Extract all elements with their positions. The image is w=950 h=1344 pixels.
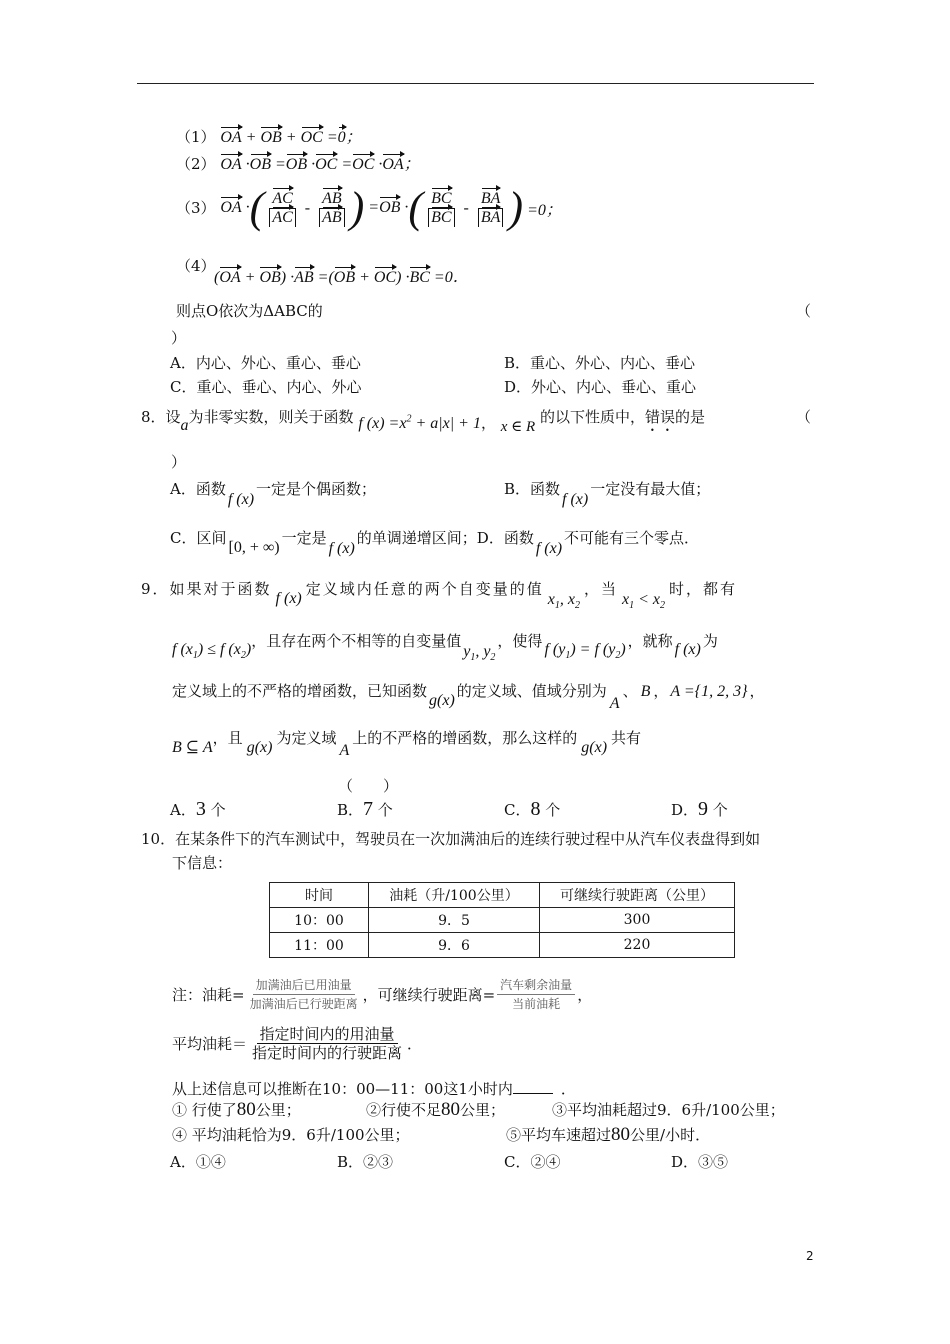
q7-cond-4-formula: (OA + OB) ·AB =(OB + OC) ·BC =0．: [214, 269, 469, 286]
table-row: [270, 933, 735, 958]
q9-set-a: A: [609, 695, 620, 712]
q9-option-c: [504, 798, 560, 821]
q7-option-c: C．重心、垂心、内心、外心: [170, 378, 362, 396]
q9-gx-1: g(x): [429, 692, 455, 709]
q10-avg-num: 指定时间内的用油量: [257, 1025, 398, 1044]
q9-option-d-value: 9: [698, 798, 709, 820]
q7-cond-4-label: （4）: [176, 257, 216, 275]
q9-gx-3: g(x): [581, 739, 608, 756]
q10-line-2: 下信息：: [172, 854, 233, 872]
q7-paren-close: ）: [171, 329, 187, 347]
q7-cond-3: [176, 183, 562, 232]
q9-x1-lt-x2: $x_1 < x_2$: [622, 591, 666, 612]
q10-note-frac-1-den: 加满油后已行驶距离: [249, 997, 358, 1011]
q10-avg-frac: [249, 1025, 405, 1062]
table-header-row: [270, 883, 735, 908]
q9-l2c: ，就称: [627, 632, 673, 650]
q9-fx-1: f (x): [275, 590, 302, 607]
q8-option-c-d: [170, 527, 700, 557]
q9-option-b: [337, 798, 393, 821]
q9-a-def: A ={1, 2, 3}: [670, 683, 748, 700]
q10-s2-lead: ②行使不足: [366, 1101, 442, 1119]
q10-avg: [172, 1025, 422, 1062]
q7-cond-1-label: （1）: [176, 128, 216, 146]
q8-option-c-text: 一定是: [281, 529, 327, 547]
q9-option-b-value: 7: [363, 798, 374, 820]
q9-option-c-value: 8: [530, 798, 541, 820]
page-number: 2: [806, 1249, 814, 1263]
q10-option-d: D．③⑤: [671, 1153, 729, 1171]
q8-text-1: 为非零实数，则关于函数: [188, 408, 354, 426]
q8-option-c-fx: f (x): [328, 540, 355, 557]
table-cell: 220: [540, 933, 735, 958]
q10-s1-lead: ① 行使了: [172, 1101, 237, 1119]
q9-line-2: [172, 630, 718, 664]
q7-cond-1-formula: OA + OB + OC =0；: [220, 129, 362, 146]
q7-option-b: B．重心、外心、内心、垂心: [504, 354, 696, 372]
q9-eq: f $(y_1) = f$ $(y_2)$: [544, 641, 626, 662]
q8-option-d-fx: f (x): [535, 540, 563, 557]
q9-l1d: 时，都有: [669, 580, 738, 598]
q9-l2d: 为: [702, 632, 718, 650]
q9-set-a-2: A: [339, 742, 350, 759]
q8-paren-open: （: [796, 408, 812, 426]
table-cell: 11：00: [270, 933, 369, 958]
q10-option-c: C．②④: [504, 1153, 561, 1171]
q9-l3b: 的定义域、值域分别为: [456, 682, 607, 700]
q10-note-frac-1: [247, 976, 361, 1013]
q9-option-a-value: 3: [195, 798, 206, 820]
q7-paren-open: （: [796, 302, 812, 320]
q9-l2b: ，使得: [497, 632, 543, 650]
q10-s1-unit: 公里；: [255, 1101, 301, 1119]
header-rule: [137, 83, 814, 84]
q10-line-1: 10．在某条件下的汽车测试中，驾驶员在一次加满油后的连续行驶过程中从汽车仪表盘得到如: [141, 830, 761, 848]
q8-option-a-lead: A．函数: [170, 480, 226, 498]
q10-s5-lead: ⑤平均车速超过: [506, 1126, 612, 1144]
q9-y1y2: $y_1$, $y_2$: [463, 643, 496, 664]
q8-option-b-lead: B．函数: [504, 480, 561, 498]
q9-l2a: ，且存在两个不相等的自变量值: [251, 632, 462, 650]
q10-note-frac-2-num: 汽车剩余油量: [497, 976, 575, 995]
table-row: [270, 908, 735, 933]
q8-lead: 8．设: [141, 408, 181, 426]
q8-option-c-d-text: 的单调递增区间；D．函数: [356, 529, 534, 547]
q9-l3e: ，: [749, 682, 765, 700]
q8-option-b-text: 一定没有最大值；: [590, 480, 711, 498]
q9-option-c-unit: 个: [540, 801, 561, 819]
table-header-cell: 时间: [270, 883, 369, 908]
answer-blank: [513, 1079, 553, 1094]
q9-option-b-unit: 个: [373, 801, 393, 819]
q10-infer-end: ．: [560, 1080, 576, 1098]
q8-function: f $(x) =x^2 + a|x| + 1$: [358, 413, 481, 432]
q9-option-b-label: B．: [337, 801, 364, 819]
q9-l1b: 定义域内任意的两个自变量的值: [305, 580, 544, 598]
q10-note-end: ，: [577, 986, 593, 1004]
q8-emph: 错误: [644, 408, 675, 426]
q8-option-c-lead: C．区间: [170, 529, 227, 547]
q9-paren: （ ）: [338, 777, 399, 795]
q9-option-c-label: C．: [504, 801, 531, 819]
q10-note-frac-2: [497, 976, 575, 1013]
q8-var-a: a: [180, 417, 189, 434]
q10-note-mid: ，可继续行驶距离=: [362, 986, 496, 1004]
q10-avg-den: 指定时间内的行驶距离: [252, 1044, 403, 1062]
table-header-cell: 可继续行驶距离（公里）: [540, 883, 735, 908]
q10-note-frac-1-num: 加满油后已用油量: [253, 976, 355, 995]
q8-option-b: [504, 478, 711, 508]
q10-s2-unit: 公里；: [460, 1101, 506, 1119]
q7-stem: 则点O依次为ΔABC的: [176, 302, 323, 320]
q8-text-3: 的是: [675, 408, 706, 426]
q10-statement-2: [366, 1099, 505, 1121]
q10-statement-5: [506, 1124, 710, 1146]
q10-note-lead: 注：油耗=: [172, 986, 245, 1004]
q9-line-1: [141, 578, 738, 612]
q8-option-a-fx: f (x): [227, 491, 255, 508]
q9-option-a-unit: 个: [205, 801, 226, 819]
q7-option-a: A．内心、外心、重心、垂心: [170, 354, 361, 372]
q9-l3a: 定义域上的不严格的增函数，已知函数: [172, 682, 428, 700]
q7-cond-2: [176, 151, 420, 174]
q10-s1-number: 80: [236, 1099, 256, 1120]
q7-cond-1: [176, 124, 362, 147]
q9-l4c: 上的不严格的增函数，那么这样的: [352, 729, 578, 747]
table-cell: 9．6: [369, 933, 540, 958]
q8-option-a-text: 一定是个偶函数；: [256, 480, 377, 498]
table-cell: 9．5: [369, 908, 540, 933]
q9-x1x2: $x_1$, $x_2$: [547, 591, 580, 612]
q9-l1c: ，当: [583, 580, 618, 598]
q9-l3c: 、: [622, 682, 638, 700]
q10-statement-3: ③平均油耗超过9．6升/100公里；: [552, 1101, 785, 1119]
q8-stem: 8．设a为非零实数，则关于函数 f $(x) =x^2 + a|x| + 1$， x ∈ R 的以下性质中，错误的是: [141, 408, 706, 435]
table-cell: 10：00: [270, 908, 369, 933]
q9-b-subset: B ⊆ A: [172, 739, 213, 756]
q10-avg-lead: 平均油耗＝: [172, 1035, 248, 1053]
q9-ineq: f $(x_1) \le f$ $(x_2)$: [172, 641, 252, 662]
q9-line-3: [172, 680, 765, 712]
q9-option-a-label: A．: [170, 801, 196, 819]
q9-line-4: [172, 727, 642, 759]
q7-cond-2-formula: OA ·OB =OB ·OC =OC ·OA；: [220, 156, 420, 173]
q9-set-b: B: [640, 683, 651, 700]
q9-l4b: 为定义域: [276, 729, 337, 747]
q10-s2-number: 80: [441, 1099, 461, 1120]
q9-option-d: [671, 798, 728, 821]
table-header-cell: 油耗（升/100公里）: [369, 883, 540, 908]
q9-fx-2: f (x): [674, 641, 701, 658]
q10-note: [172, 976, 592, 1013]
q9-l4d: 共有: [611, 729, 642, 747]
q9-l3d: ，: [653, 682, 669, 700]
q9-l1a: 9．如果对于函数: [141, 580, 272, 598]
q8-option-a: [170, 478, 377, 508]
q10-statement-4: ④ 平均油耗恰为9．6升/100公里；: [172, 1126, 410, 1144]
q8-paren-close: ）: [171, 453, 187, 471]
q9-gx-2: g(x): [246, 739, 273, 756]
table-cell: 300: [540, 908, 735, 933]
q9-option-d-unit: 个: [708, 801, 728, 819]
q8-text-2: 的以下性质中，: [539, 408, 645, 426]
q8-interval: [0, + ∞): [228, 539, 280, 556]
q7-cond-2-label: （2）: [176, 155, 216, 173]
q7-cond-3-formula: OA ·( $\frac{AC}{AC}$ - $\frac{AB}{AB}$ ) =OB ·( $\frac{BC}{BC}$ - $\frac{BA}{BA}$ ) =0；: [220, 183, 562, 232]
q10-infer-text: 从上述信息可以推断在10：00—11：00这1小时内: [172, 1080, 513, 1098]
q9-option-a: [170, 798, 226, 821]
q9-l4a: ，且: [212, 729, 243, 747]
q7-cond-3-label: （3）: [176, 199, 216, 218]
q7-option-d: D．外心、内心、垂心、重心: [504, 378, 697, 396]
q10-avg-end: ．: [407, 1035, 423, 1053]
q10-note-frac-2-den: 当前油耗: [512, 997, 561, 1011]
q9-option-d-label: D．: [671, 801, 699, 819]
q10-infer: [172, 1078, 576, 1099]
q10-statement-1: [172, 1099, 301, 1121]
q10-s5-unit: 公里/小时．: [630, 1126, 711, 1144]
q8-option-b-fx: f (x): [562, 491, 589, 508]
q10-option-a: A．①④: [170, 1153, 226, 1171]
q8-domain: x ∈ R: [500, 419, 536, 435]
q10-option-b: B．②③: [337, 1153, 394, 1171]
q10-s5-number: 80: [611, 1124, 631, 1145]
q8-option-d-text: 不可能有三个零点．: [564, 529, 700, 547]
q10-table: [269, 882, 735, 958]
